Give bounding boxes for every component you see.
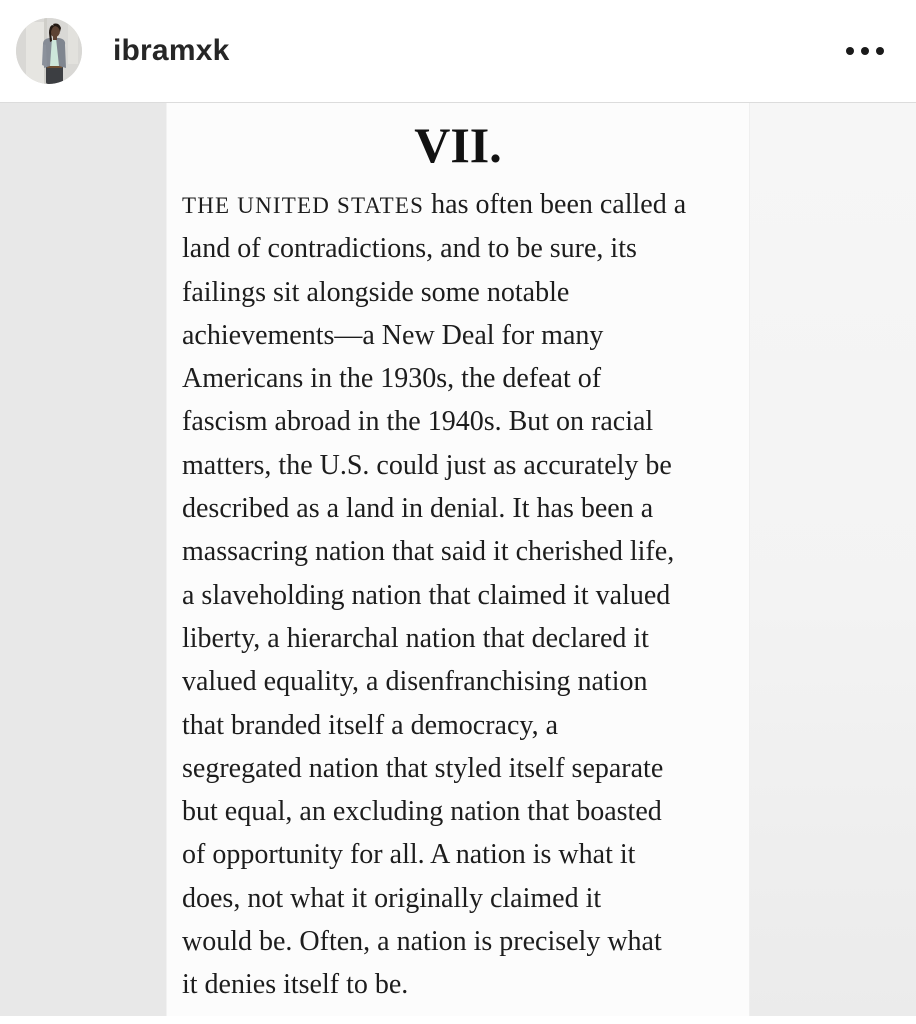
username[interactable]: ibramxk bbox=[113, 34, 230, 67]
page-text-segment: achievements—a New Deal for many bbox=[182, 319, 604, 351]
page-text-line bbox=[182, 444, 734, 487]
page-text-segment: land of contradictions, and to be sure, its bbox=[182, 233, 637, 265]
page-text-line bbox=[182, 271, 734, 314]
page-text-line bbox=[182, 487, 734, 530]
book-page bbox=[166, 103, 750, 1016]
page-text-line bbox=[182, 227, 734, 270]
ellipsis-dot bbox=[861, 47, 869, 55]
avatar[interactable] bbox=[16, 18, 82, 84]
page-text-segment: of opportunity for all. A nation is what it bbox=[182, 839, 636, 871]
ellipsis-dot bbox=[846, 47, 854, 55]
ellipsis-dot bbox=[876, 47, 884, 55]
ellipsis-icon bbox=[846, 47, 884, 55]
chapter-heading: VII. bbox=[414, 117, 502, 173]
page-text-segment: has often been called a bbox=[424, 189, 687, 220]
page-text-line bbox=[182, 790, 734, 833]
page-text-line bbox=[182, 877, 734, 920]
page-text-line bbox=[182, 920, 734, 963]
page-text-line bbox=[182, 833, 734, 876]
page-text-smallcaps: THE UNITED STATES bbox=[182, 193, 425, 218]
page-text-segment: does, not what it originally claimed it bbox=[182, 882, 602, 914]
post-image[interactable] bbox=[0, 103, 916, 1016]
page-text-line bbox=[182, 183, 734, 227]
page-text-line bbox=[182, 660, 734, 703]
page-text-line bbox=[182, 704, 734, 747]
page-text-segment: failings sit alongside some notable bbox=[182, 276, 570, 308]
page-text-line bbox=[182, 574, 734, 617]
page-text-line bbox=[182, 530, 734, 573]
page-text-segment: but equal, an excluding nation that boasted bbox=[182, 796, 662, 828]
page-text-segment: valued equality, a disenfranchising nation bbox=[182, 666, 648, 698]
page-text-segment: described as a land in denial. It has been a bbox=[182, 493, 654, 525]
photo-left-margin bbox=[0, 103, 166, 1016]
page-text-segment: it denies itself to be. bbox=[182, 969, 409, 1001]
page-text-segment: Americans in the 1930s, the defeat of bbox=[182, 363, 602, 395]
more-options-button[interactable] bbox=[836, 37, 894, 65]
post-header bbox=[0, 0, 916, 103]
bottom-strip bbox=[0, 1016, 916, 1023]
page-text-segment: fascism abroad in the 1940s. But on racial bbox=[182, 406, 654, 438]
page-text-line bbox=[182, 357, 734, 400]
page-text-segment: massacring nation that said it cherished life, bbox=[182, 536, 675, 568]
avatar-photo bbox=[16, 18, 82, 84]
page-text-line bbox=[182, 963, 734, 1006]
page-text-line bbox=[182, 747, 734, 790]
page-text-segment: that branded itself a democracy, a bbox=[182, 709, 559, 741]
page-text-segment: would be. Often, a nation is precisely what bbox=[182, 926, 662, 958]
photo-right-margin bbox=[750, 103, 916, 1016]
page-text-segment: matters, the U.S. could just as accurately be bbox=[182, 449, 672, 481]
page-text-segment: liberty, a hierarchal nation that declared it bbox=[182, 622, 649, 654]
page-text-line bbox=[182, 314, 734, 357]
page-text-segment: a slaveholding nation that claimed it valued bbox=[182, 579, 671, 611]
page-text-line bbox=[182, 617, 734, 660]
page-text bbox=[182, 183, 734, 1007]
page-text-line bbox=[182, 400, 734, 443]
page-text-segment: segregated nation that styled itself separate bbox=[182, 752, 664, 784]
